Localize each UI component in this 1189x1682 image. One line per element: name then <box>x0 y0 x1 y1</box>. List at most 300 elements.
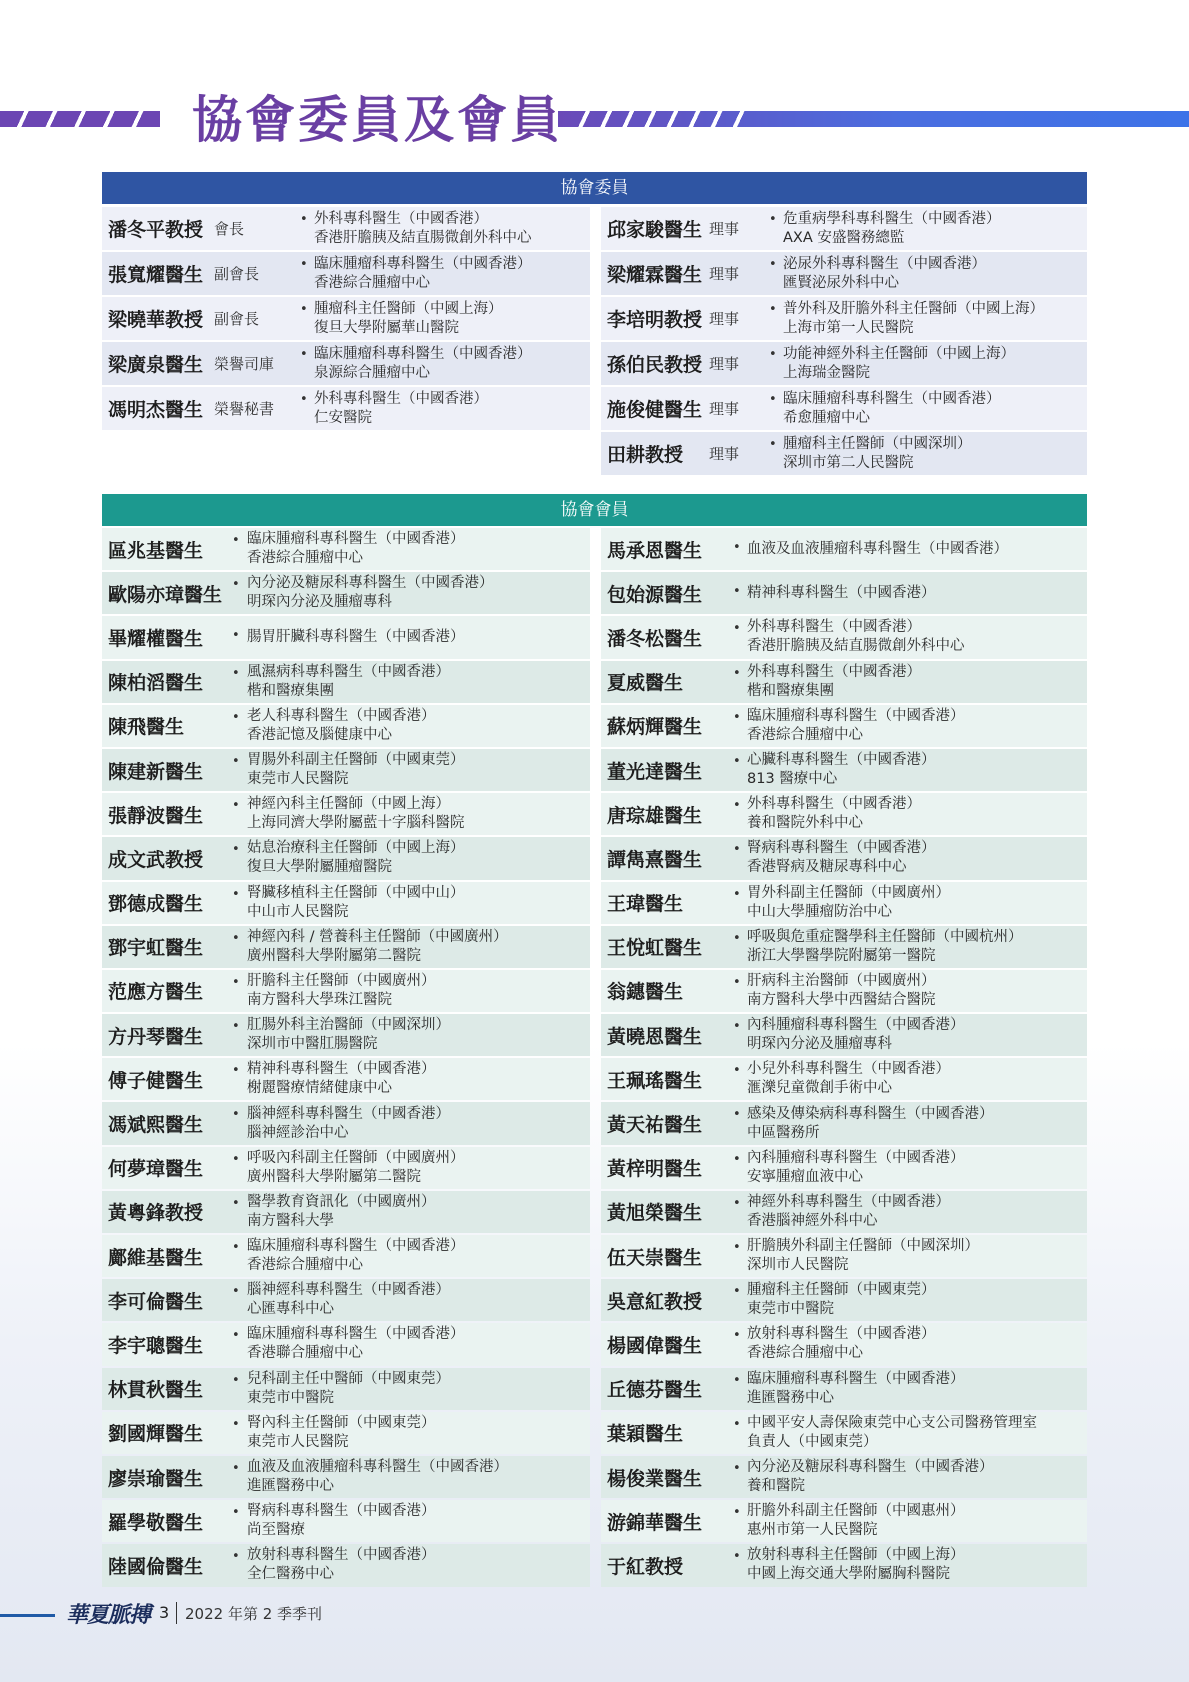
description-line: 呼吸內科副主任醫師（中國廣州） <box>247 1149 465 1166</box>
description-line: 神經內科主任醫師（中國上海） <box>247 796 450 813</box>
member-row <box>102 1191 590 1233</box>
member-role: 理事 <box>709 445 740 463</box>
member-name: 畢耀權醫生 <box>108 627 204 650</box>
bullet-icon: • <box>300 392 308 407</box>
member-name: 邱家駿醫生 <box>607 219 703 241</box>
description-line: 腦神經科專科醫生（中國香港） <box>247 1105 450 1122</box>
description-line: 復旦大學附屬華山醫院 <box>314 319 459 336</box>
description-line: 外科專科醫生（中國香港） <box>747 663 921 680</box>
bullet-icon: • <box>232 1328 240 1344</box>
member-description <box>247 793 465 835</box>
bullet-icon: • <box>733 1240 741 1255</box>
member-name: 吳意紅教授 <box>607 1290 703 1313</box>
description-line: 養和醫院 <box>747 1478 805 1495</box>
bullet-icon: • <box>769 347 777 362</box>
description-line: 深圳市中醫肛腸醫院 <box>247 1036 378 1053</box>
member-description <box>783 297 1044 340</box>
bullet-icon: • <box>733 1328 741 1344</box>
member-row <box>601 1456 1087 1498</box>
member-name: 張靜波醫生 <box>108 804 204 827</box>
bullet-icon: • <box>232 1416 240 1432</box>
description-line: 醫學教育資訊化（中國廣州） <box>247 1193 436 1210</box>
member-description <box>247 1147 465 1189</box>
member-name: 鄧德成醫生 <box>108 893 204 916</box>
member-name: 鄺維基醫生 <box>108 1246 204 1269</box>
description-line: 泌尿外科專科醫生（中國香港） <box>783 255 986 272</box>
member-description <box>247 1014 450 1056</box>
member-name: 孫伯民教授 <box>607 354 703 376</box>
description-line: 香港綜合腫瘤中心 <box>247 1257 363 1274</box>
description-line: 腫瘤科主任醫師（中國東莞） <box>747 1282 936 1299</box>
bullet-icon: • <box>232 886 240 902</box>
member-name: 馮明杰醫生 <box>108 399 204 421</box>
member-row <box>102 1368 590 1410</box>
member-role: 理事 <box>709 355 740 373</box>
member-row <box>601 1058 1087 1100</box>
bullet-icon: • <box>733 540 741 555</box>
member-row <box>601 1014 1087 1056</box>
description-line: 深圳市第二人民醫院 <box>783 454 914 471</box>
bullet-icon: • <box>733 1284 741 1300</box>
description-line: 外科專科醫生（中國香港） <box>747 619 921 636</box>
description-line: 楷和醫療集團 <box>747 682 834 699</box>
member-row <box>102 1235 590 1277</box>
description-line: 腦神經診治中心 <box>247 1124 349 1141</box>
description-line: 精神科專科醫生（中國香港） <box>747 584 936 601</box>
member-description <box>247 1500 436 1542</box>
description-line: 危重病學科專科醫生（中國香港） <box>783 210 1001 227</box>
member-description <box>747 705 965 747</box>
footer-rule <box>0 1614 55 1617</box>
member-description <box>747 749 936 791</box>
member-row <box>601 837 1087 879</box>
member-name: 范應方醫生 <box>108 981 204 1004</box>
member-row <box>601 252 1087 295</box>
member-row <box>102 1412 590 1454</box>
description-line: 上海瑞金醫院 <box>783 364 870 381</box>
footer-divider <box>176 1602 177 1624</box>
bullet-icon: • <box>232 1549 240 1565</box>
member-description <box>747 1412 1037 1454</box>
member-description <box>247 572 494 614</box>
member-row <box>601 926 1087 968</box>
description-line: 臨床腫瘤科專科醫生（中國香港） <box>247 531 465 548</box>
member-row <box>601 1544 1087 1586</box>
description-line: 精神科專科醫生（中國香港） <box>247 1061 436 1078</box>
description-line: 全仁醫務中心 <box>247 1566 334 1583</box>
bullet-icon: • <box>733 709 741 725</box>
member-row <box>102 297 590 340</box>
description-line: 上海市第一人民醫院 <box>783 319 914 336</box>
bullet-icon: • <box>232 1460 240 1476</box>
member-row <box>102 1147 590 1189</box>
description-line: 腎病科專科醫生（中國香港） <box>747 840 936 857</box>
member-row <box>601 616 1087 658</box>
description-line: 東莞市人民醫院 <box>247 771 349 788</box>
member-row <box>601 1279 1087 1321</box>
member-name: 楊國偉醫生 <box>607 1334 703 1357</box>
description-line: 功能神經外科主任醫師（中國上海） <box>783 345 1015 362</box>
description-line: 泉源綜合腫瘤中心 <box>314 364 430 381</box>
member-name: 葉穎醫生 <box>607 1423 684 1446</box>
description-line: 肝病科主治醫師（中國廣州） <box>747 972 936 989</box>
member-name: 田耕教授 <box>607 444 684 466</box>
member-name: 羅學敬醫生 <box>108 1511 204 1534</box>
bullet-icon: • <box>232 842 240 858</box>
bullet-icon: • <box>232 1151 240 1167</box>
member-name: 陳柏滔醫生 <box>108 672 204 695</box>
member-row <box>601 528 1087 570</box>
member-row <box>102 252 590 295</box>
description-line: 明琛內分泌及腫瘤專科 <box>247 594 392 611</box>
description-line: 香港綜合腫瘤中心 <box>247 550 363 567</box>
bullet-icon: • <box>232 1372 240 1388</box>
member-row <box>102 207 590 250</box>
member-row <box>102 1456 590 1498</box>
member-description <box>747 1279 936 1321</box>
members-right-column <box>601 528 1087 1589</box>
member-row <box>601 661 1087 703</box>
bullet-icon: • <box>733 1372 741 1388</box>
member-name: 劉國輝醫生 <box>108 1423 204 1446</box>
bullet-icon: • <box>232 930 240 946</box>
description-line: 呼吸與危重症醫學科主任醫師（中國杭州） <box>747 928 1023 945</box>
member-row <box>102 616 590 658</box>
bullet-icon: • <box>232 1019 240 1035</box>
member-row <box>601 207 1087 250</box>
description-line: 心臟科專科醫生（中國香港） <box>747 752 936 769</box>
member-name: 林貫秋醫生 <box>108 1379 204 1402</box>
member-row <box>102 970 590 1012</box>
member-row <box>601 1235 1087 1277</box>
description-line: 肝膽科主任醫師（中國廣州） <box>247 972 436 989</box>
member-description <box>783 207 1001 250</box>
description-line: 浙江大學醫學院附屬第一醫院 <box>747 947 936 964</box>
bullet-icon: • <box>733 1019 741 1035</box>
description-line: 香港肝膽胰及結直腸微創外科中心 <box>314 229 532 246</box>
member-name: 黃天祐醫生 <box>607 1114 703 1137</box>
description-line: 內科腫瘤科專科醫生（中國香港） <box>747 1149 965 1166</box>
title-band-right <box>558 111 1189 127</box>
publication-logo: 華夏脈搏 <box>66 1602 151 1628</box>
member-description <box>747 572 936 614</box>
member-name: 歐陽亦璋醫生 <box>108 583 223 606</box>
member-description <box>247 1058 436 1100</box>
member-row <box>601 1191 1087 1233</box>
bullet-icon: • <box>232 665 240 681</box>
member-description <box>247 1279 450 1321</box>
member-row <box>601 793 1087 835</box>
bullet-icon: • <box>733 584 741 600</box>
description-line: 血液及血液腫瘤科專科醫生（中國香港） <box>247 1459 508 1476</box>
description-line: 廣州醫科大學附屬第二醫院 <box>247 1168 421 1185</box>
description-line: 上海同濟大學附屬藍十字腦科醫院 <box>247 815 465 832</box>
description-line: 肛腸外科主治醫師（中國深圳） <box>247 1017 450 1034</box>
description-line: 臨床腫瘤科專科醫生（中國香港） <box>314 345 532 362</box>
member-name: 張寬耀醫生 <box>108 264 204 286</box>
description-line: 臨床腫瘤科專科醫生（中國香港） <box>247 1326 465 1343</box>
member-name: 馬承恩醫生 <box>607 539 703 562</box>
bullet-icon: • <box>733 798 741 814</box>
description-line: 老人科專科醫生（中國香港） <box>247 707 436 724</box>
member-description <box>247 705 436 747</box>
member-row <box>601 297 1087 340</box>
member-description <box>747 837 936 879</box>
member-name: 董光達醫生 <box>607 760 703 783</box>
bullet-icon: • <box>733 1195 741 1211</box>
member-role: 榮譽司庫 <box>214 355 275 373</box>
member-row <box>102 342 590 385</box>
member-role: 理事 <box>709 400 740 418</box>
member-description <box>247 1191 436 1233</box>
bullet-icon: • <box>769 257 777 272</box>
description-line: 尚至醫療 <box>247 1522 305 1539</box>
member-role: 副會長 <box>214 265 260 283</box>
committee-header: 協會委員 <box>102 172 1087 204</box>
member-row <box>601 1323 1087 1365</box>
description-line: 進匯醫務中心 <box>247 1478 334 1495</box>
member-row <box>601 749 1087 791</box>
member-description <box>747 1014 965 1056</box>
member-row <box>102 1058 590 1100</box>
member-description <box>747 1500 965 1542</box>
description-line: 內分泌及糖尿科專科醫生（中國香港） <box>747 1459 994 1476</box>
member-description <box>247 882 465 924</box>
description-line: 內分泌及糖尿科專科醫生（中國香港） <box>247 575 494 592</box>
description-line: 外科專科醫生（中國香港） <box>314 390 488 407</box>
title-band-left <box>0 111 160 127</box>
description-line: 心匯專科中心 <box>247 1301 334 1318</box>
description-line: 腎內科主任醫師（中國東莞） <box>247 1414 436 1431</box>
bullet-icon: • <box>232 1240 240 1255</box>
description-line: 中國平安人壽保險東莞中心支公司醫務管理室 <box>747 1414 1037 1431</box>
member-description <box>314 342 532 385</box>
member-row <box>601 1412 1087 1454</box>
member-description <box>783 252 986 295</box>
bullet-icon: • <box>232 753 240 769</box>
description-line: 肝膽外科副主任醫師（中國惠州） <box>747 1503 965 1520</box>
member-description <box>247 970 436 1012</box>
description-line: 復旦大學附屬腫瘤醫院 <box>247 859 392 876</box>
description-line: 中山市人民醫院 <box>247 903 349 920</box>
bullet-icon: • <box>232 1063 240 1079</box>
bullet-icon: • <box>733 753 741 769</box>
bullet-icon: • <box>733 1107 741 1123</box>
member-name: 鄧宇虹醫生 <box>108 937 204 960</box>
member-name: 李宇聰醫生 <box>108 1334 204 1357</box>
member-description <box>783 342 1015 385</box>
member-name: 方丹琴醫生 <box>108 1025 204 1048</box>
bullet-icon: • <box>232 709 240 725</box>
member-name: 成文武教授 <box>108 848 204 871</box>
description-line: 臨床腫瘤科專科醫生（中國香港） <box>783 390 1001 407</box>
description-line: 南方醫科大學中西醫結合醫院 <box>747 991 936 1008</box>
description-line: 臨床腫瘤科專科醫生（中國香港） <box>247 1238 465 1255</box>
member-description <box>747 882 950 924</box>
bullet-icon: • <box>733 1549 741 1565</box>
member-description <box>747 1235 979 1277</box>
member-name: 游錦華醫生 <box>607 1511 703 1534</box>
description-line: 腦神經科專科醫生（中國香港） <box>247 1282 450 1299</box>
member-row <box>601 387 1087 430</box>
member-description <box>247 749 465 791</box>
member-name: 黃粵鋒教授 <box>108 1202 204 1225</box>
description-line: 楷和醫療集團 <box>247 682 334 699</box>
member-name: 梁耀霖醫生 <box>607 264 703 286</box>
bullet-icon: • <box>733 930 741 946</box>
description-line: 腎臟移植科主任醫師（中國中山） <box>247 884 465 901</box>
description-line: 神經外科專科醫生（中國香港） <box>747 1193 950 1210</box>
description-line: 腫瘤科主任醫師（中國上海） <box>314 300 503 317</box>
description-line: 姑息治療科主任醫師（中國上海） <box>247 840 465 857</box>
description-line: 腫瘤科主任醫師（中國深圳） <box>783 435 972 452</box>
description-line: AXA 安盛醫務總監 <box>783 229 905 246</box>
member-row <box>102 1323 590 1365</box>
member-name: 伍天崇醫生 <box>607 1246 703 1269</box>
member-row <box>601 970 1087 1012</box>
description-line: 放射科專科主任醫師（中國上海） <box>747 1547 965 1564</box>
bullet-icon: • <box>733 1151 741 1167</box>
description-line: 南方醫科大學珠江醫院 <box>247 991 392 1008</box>
description-line: 臨床腫瘤科專科醫生（中國香港） <box>314 255 532 272</box>
member-row <box>102 1500 590 1542</box>
member-description <box>747 1191 950 1233</box>
member-name: 楊俊業醫生 <box>607 1467 703 1490</box>
member-role: 理事 <box>709 265 740 283</box>
description-line: 東莞市中醫院 <box>247 1389 334 1406</box>
member-description <box>783 432 972 475</box>
description-line: 香港綜合腫瘤中心 <box>747 726 863 743</box>
member-description <box>314 387 488 430</box>
member-description <box>247 837 465 879</box>
description-line: 香港綜合腫瘤中心 <box>314 274 430 291</box>
member-name: 傅子健醫生 <box>108 1069 204 1092</box>
description-line: 廣州醫科大學附屬第二醫院 <box>247 947 421 964</box>
member-description <box>247 616 465 658</box>
member-description <box>747 1368 965 1410</box>
bullet-icon: • <box>232 533 240 548</box>
description-line: 負責人（中國東莞） <box>747 1433 878 1450</box>
description-line: 東莞市中醫院 <box>747 1301 834 1318</box>
member-row <box>601 1147 1087 1189</box>
member-name: 丘德芬醫生 <box>607 1379 703 1402</box>
bullet-icon: • <box>733 1460 741 1476</box>
description-line: 小兒外科專科醫生（中國香港） <box>747 1061 950 1078</box>
description-line: 中區醫務所 <box>747 1124 820 1141</box>
page-title: 協會委員及會員 <box>192 91 563 149</box>
member-name: 蘇炳輝醫生 <box>607 716 703 739</box>
description-line: 安寧腫瘤血液中心 <box>747 1168 863 1185</box>
member-description <box>747 793 921 835</box>
member-name: 梁曉華教授 <box>108 309 204 331</box>
member-row <box>102 1014 590 1056</box>
member-description <box>747 616 965 658</box>
bullet-icon: • <box>232 1505 240 1521</box>
member-row <box>102 749 590 791</box>
bullet-icon: • <box>769 302 777 317</box>
member-row <box>102 926 590 968</box>
description-line: 胃腸外科副主任醫師（中國東莞） <box>247 752 465 769</box>
member-name: 李培明教授 <box>607 309 703 331</box>
bullet-icon: • <box>300 257 308 272</box>
member-description <box>247 1544 436 1586</box>
member-row <box>601 882 1087 924</box>
description-line: 感染及傳染病科專科醫生（中國香港） <box>747 1105 994 1122</box>
member-role: 理事 <box>709 310 740 328</box>
description-line: 放射科專科醫生（中國香港） <box>747 1326 936 1343</box>
description-line: 榭麗醫療情緒健康中心 <box>247 1080 392 1097</box>
bullet-icon: • <box>733 665 741 681</box>
member-row <box>102 1544 590 1586</box>
issue-label: 2022 年第 2 季季刊 <box>185 1605 323 1623</box>
bullet-icon: • <box>733 1416 741 1432</box>
member-row <box>102 793 590 835</box>
bullet-icon: • <box>232 974 240 990</box>
member-name: 梁廣泉醫生 <box>108 354 204 376</box>
description-line: 內科腫瘤科專科醫生（中國香港） <box>747 1017 965 1034</box>
member-role: 副會長 <box>214 310 260 328</box>
member-description <box>247 1323 465 1365</box>
member-name: 潘冬平教授 <box>108 219 204 241</box>
member-description <box>247 661 450 703</box>
description-line: 外科專科醫生（中國香港） <box>747 796 921 813</box>
member-description <box>247 1456 508 1498</box>
description-line: 滙濼兒童微創手術中心 <box>747 1080 892 1097</box>
member-description <box>314 207 532 250</box>
member-row <box>601 705 1087 747</box>
member-name: 李可倫醫生 <box>108 1290 204 1313</box>
bullet-icon: • <box>300 302 308 317</box>
bullet-icon: • <box>232 577 240 593</box>
member-description <box>747 528 1008 570</box>
member-description <box>247 528 465 570</box>
member-description <box>314 297 503 340</box>
description-line: 香港聯合腫瘤中心 <box>247 1345 363 1362</box>
description-line: 腸胃肝臟科專科醫生（中國香港） <box>247 628 465 645</box>
member-name: 王瑋醫生 <box>607 893 684 916</box>
bullet-icon: • <box>232 1107 240 1123</box>
member-name: 夏威醫生 <box>607 672 684 695</box>
member-description <box>247 1412 436 1454</box>
member-description <box>747 1456 994 1498</box>
description-line: 中山大學腫瘤防治中心 <box>747 903 892 920</box>
description-line: 明琛內分泌及腫瘤專科 <box>747 1036 892 1053</box>
bullet-icon: • <box>769 437 777 452</box>
members-header: 協會會員 <box>102 494 1087 526</box>
description-line: 進匯醫務中心 <box>747 1389 834 1406</box>
member-name: 陳建新醫生 <box>108 760 204 783</box>
description-line: 南方醫科大學 <box>247 1212 334 1229</box>
description-line: 香港腎病及糖尿專科中心 <box>747 859 907 876</box>
member-name: 于紅教授 <box>607 1555 684 1578</box>
member-row <box>601 342 1087 385</box>
member-description <box>747 1058 950 1100</box>
description-line: 東莞市人民醫院 <box>247 1433 349 1450</box>
member-description <box>747 661 921 703</box>
bullet-icon: • <box>232 1284 240 1300</box>
member-row <box>601 572 1087 614</box>
member-description <box>314 252 532 295</box>
bullet-icon: • <box>733 974 741 990</box>
member-row <box>601 1102 1087 1144</box>
description-line: 臨床腫瘤科專科醫生（中國香港） <box>747 1370 965 1387</box>
member-row <box>102 572 590 614</box>
description-line: 中國上海交通大學附屬胸科醫院 <box>747 1566 950 1583</box>
member-name: 陳飛醫生 <box>108 716 185 739</box>
bullet-icon: • <box>733 842 741 858</box>
member-row <box>102 661 590 703</box>
description-line: 匯賢泌尿外科中心 <box>783 274 899 291</box>
